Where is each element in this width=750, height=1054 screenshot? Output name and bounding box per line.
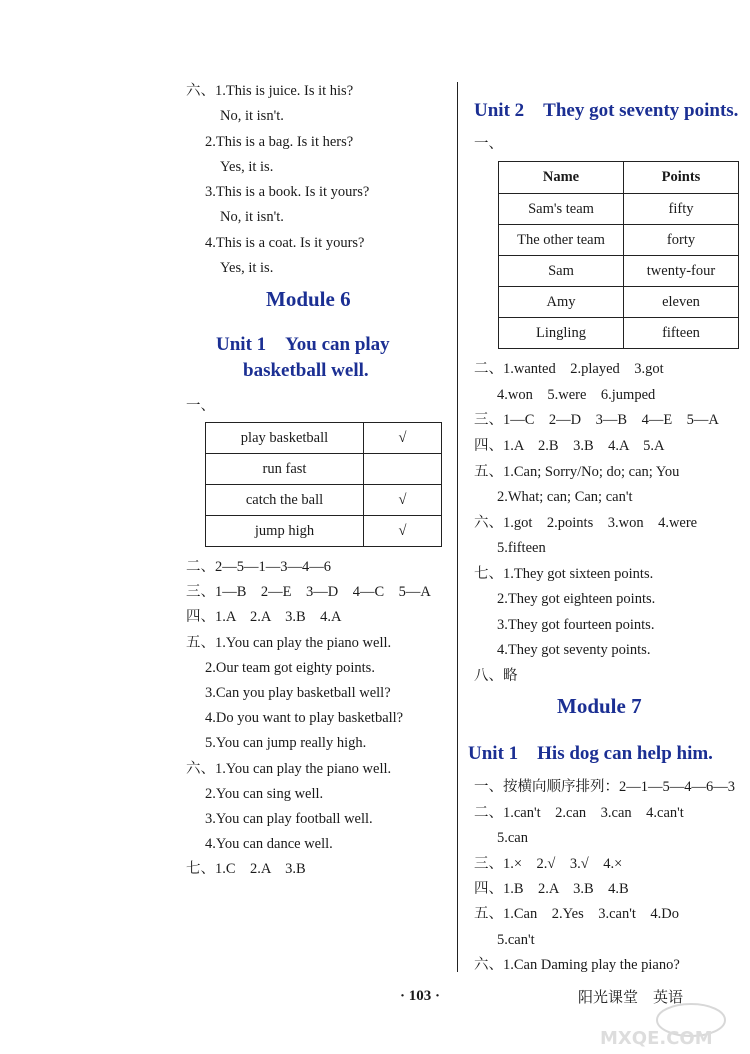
unit-1-title-line1: Unit 1 You can play [216,334,390,355]
answer-line: No, it isn't. [220,108,284,124]
answer-line: 3.You can play football well. [205,811,373,827]
name-cell: Sam [499,256,624,287]
answer-line: 七、1.C 2.A 3.B [186,861,306,877]
answer-line: 二、1.can't 2.can 3.can 4.can't [474,805,684,821]
unit-1-title-line2: basketball well. [243,360,369,381]
table-row [499,287,739,318]
table-row [206,454,442,485]
answer-line: 5.can [497,830,528,846]
answer-line: 2.Our team got eighty points. [205,660,375,676]
watermark-text: MXQE.COM [600,1028,713,1049]
column-header-name: Name [499,162,624,194]
answer-line: 七、1.They got sixteen points. [474,566,654,582]
answer-line: 八、略 [474,668,518,684]
answer-line: 5.You can jump really high. [205,735,367,751]
unit-1-title: Unit 1 His dog can help him. [468,743,713,764]
points-cell: fifty [624,194,739,225]
points-table [498,161,739,349]
table-row [499,225,739,256]
table-header-row [499,162,739,194]
answer-line: 2.They got eighteen points. [497,591,656,607]
table-row [499,194,739,225]
answer-line: 三、1—B 2—E 3—D 4—C 5—A [186,584,431,600]
answer-line: 五、1.Can; Sorry/No; do; can; You [474,464,680,480]
unit-2-title: Unit 2 They got seventy points. [474,100,739,121]
answer-line: 2.You can sing well. [205,786,324,802]
answer-line: 2.What; can; Can; can't [497,489,633,505]
activities-table [205,422,442,547]
answer-line: 二、2—5—1—3—4—6 [186,559,331,575]
answer-line: 三、1.× 2.√ 3.√ 4.× [474,856,623,872]
answer-line: Yes, it is. [220,260,274,276]
section-label: 一、 [474,136,503,152]
table-row [206,423,442,454]
answer-line: 2.This is a bag. Is it hers? [205,134,354,150]
answer-line: 五、1.You can play the piano well. [186,635,392,651]
name-cell: Sam's team [499,194,624,225]
name-cell: Amy [499,287,624,318]
page-number: · 103 · [400,988,441,1004]
activity-cell: play basketball [206,423,364,454]
check-mark-cell: √ [364,423,442,454]
column-header-points: Points [624,162,739,194]
watermark-logo [596,1000,746,1050]
activity-cell: catch the ball [206,485,364,516]
check-mark-cell: √ [364,485,442,516]
activity-cell: jump high [206,516,364,547]
answer-line: 三、1—C 2—D 3—B 4—E 5—A [474,412,719,428]
answer-line: No, it isn't. [220,209,284,225]
answer-line: 四、1.A 2.B 3.B 4.A 5.A [474,438,665,454]
answer-line: Yes, it is. [220,159,274,175]
answer-line: 3.This is a book. Is it yours? [205,184,370,200]
table-row [499,318,739,349]
answer-line: 五、1.Can 2.Yes 3.can't 4.Do [474,906,679,922]
answer-line: 4.Do you want to play basketball? [205,710,404,726]
answer-line: 六、1.got 2.points 3.won 4.were [474,515,698,531]
answer-line: 一、按横向顺序排列：2—1—5—4—6—3 [474,779,735,795]
answer-line: 六、1.You can play the piano well. [186,761,392,777]
table-row [499,256,739,287]
answer-line: 5.can't [497,932,535,948]
answer-line: 四、1.A 2.A 3.B 4.A [186,609,342,625]
module-6-title: Module 6 [266,287,351,311]
table-row [206,485,442,516]
activity-cell: run fast [206,454,364,485]
answer-line: 四、1.B 2.A 3.B 4.B [474,881,629,897]
answer-line: 4.This is a coat. Is it yours? [205,235,365,251]
answer-line: 六、1.Can Daming play the piano? [474,957,680,973]
answer-line: 二、1.wanted 2.played 3.got [474,361,664,377]
check-mark-cell [364,454,442,485]
answer-line: 5.fifteen [497,540,546,556]
answer-line: 六、1.This is juice. Is it his? [186,83,354,99]
book-name: 阳光课堂 英语 [578,988,684,1006]
points-cell: fifteen [624,318,739,349]
answer-line: 3.Can you play basketball well? [205,685,391,701]
points-cell: eleven [624,287,739,318]
module-7-title: Module 7 [557,694,642,718]
answer-line: 4.won 5.were 6.jumped [497,387,656,403]
check-mark-cell: √ [364,516,442,547]
answer-line: 3.They got fourteen points. [497,617,655,633]
answer-line: 4.They got seventy points. [497,642,651,658]
name-cell: Lingling [499,318,624,349]
answer-line: 4.You can dance well. [205,836,333,852]
name-cell: The other team [499,225,624,256]
watermark-icon [596,1000,746,1050]
column-divider [457,82,458,972]
table-row [206,516,442,547]
points-cell: forty [624,225,739,256]
points-cell: twenty-four [624,256,739,287]
section-label: 一、 [186,398,215,414]
